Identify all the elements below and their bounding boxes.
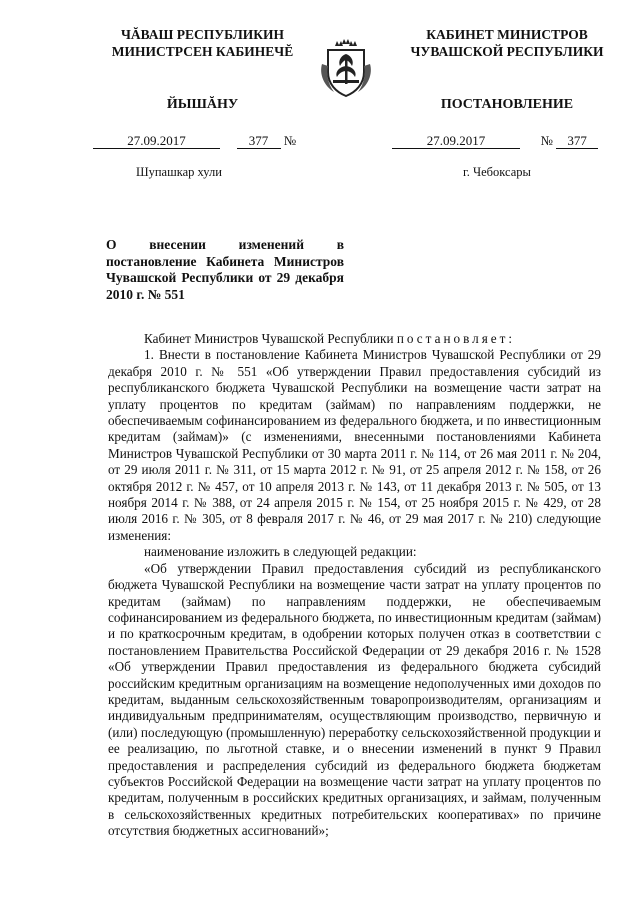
paragraph-3: «Об утверждении Правил предоставления субсидий из республиканского бюджета Чувашской Республики на возмещение части затрат на уплату процентов по кредитам (займам) по направлениям поддержки, не обеспечиваемым софинансированием из федерального бюджета, по инвестиционным кредитам (займам) и по краткосрочным кредитам, в одобрении которых получен отказ в соответствии с постановлением Правительства Российской Федерации от 29 декабря 2016 г. № 1528 «Об утверждении Правил предоставления из федерального бюджета субсидий российским кредитным организациям на возмещение недополученных ими доходов по кредитам, выданным сельскохозяйственным товаропроизводителям, организациям и индивидуальным предпринимателям, осуществляющим производство, первичную и (или) последующую (промышленную) переработку сельскохозяйственной продукции и ее реализацию, по льготной ставке, и о внесении изменений в пункт 9 Правил предоставления и распределения субсидий из федерального бюджета бюджетам субъектов Российской Федерации на возмещение части затрат на уплату процентов по кредитам, полученным в российских кредитных организациях, и займам, полученным в сельскохозяйственных кредитных потребительских кооперативах» по причине отсутствия бюджетных ассигнований»;	[108, 560, 601, 839]
right-date: 27.09.2017	[392, 133, 520, 149]
right-number: 377	[556, 133, 598, 149]
right-document-kind: ПОСТАНОВЛЕНИЕ	[440, 97, 574, 112]
paragraph-2: наименование изложить в следующей редакции:	[144, 544, 417, 560]
right-place: г. Чебоксары	[463, 165, 531, 179]
document-body	[108, 331, 601, 840]
left-number-sign: №	[283, 133, 297, 148]
coat-of-arms-icon	[318, 38, 374, 100]
intro-text: Кабинет Министров Чувашской Республики	[144, 331, 397, 346]
left-authority-header	[95, 26, 310, 60]
left-place: Шупашкар хули	[136, 165, 222, 179]
right-date-number-line	[392, 133, 598, 149]
right-authority-header	[392, 26, 622, 60]
left-date-number-line	[93, 133, 296, 149]
left-number: 377	[237, 133, 281, 149]
left-document-kind: ЙЫШĂНУ	[166, 97, 239, 112]
left-header-line1: ЧĂВАШ РЕСПУБЛИКИН	[120, 27, 285, 42]
intro-paragraph	[108, 331, 601, 347]
document-subject: О внесении изменений в постановление Кабинета Министров Чувашской Республики от 29 декабря 2010 г. № 551	[106, 237, 344, 302]
intro-verb: постановляет:	[396, 331, 516, 346]
paragraph-1: 1. Внести в постановление Кабинета Министров Чувашской Республики от 29 декабря 2010 г. № 551 «Об утверждении Правил предоставления субсидий из республиканского бюджета Чувашской Республики на возмещение части затрат на уплату процентов по кредитам (займам) по направлениям поддержки, не обеспечиваемым софинансированием из федерального бюджета, и по инвестиционным кредитам (займам)» (с изменениями, внесенными постановлениями Кабинета Министров Чувашской Республики от 30 марта 2011 г. № 114, от 26 мая 2011 г. № 204, от 29 июля 2011 г. № 311, от 15 марта 2012 г. № 91, от 25 апреля 2012 г. № 158, от 26 октября 2012 г. № 457, от 10 апреля 2013 г. № 143, от 11 декабря 2013 г. № 505, от 13 ноября 2014 г. № 388, от 24 апреля 2015 г. № 154, от 25 ноября 2015 г. № 429, от 28 июля 2016 г. № 305, от 8 февраля 2017 г. № 46, от 29 мая 2017 г. № 210) следующие изменения:	[108, 347, 601, 543]
right-number-sign: №	[540, 133, 553, 148]
left-header-line2: МИНИСТРСЕН КАБИНЕЧĔ	[111, 44, 294, 59]
right-header-line1: КАБИНЕТ МИНИСТРОВ	[426, 27, 588, 42]
left-date: 27.09.2017	[93, 133, 220, 149]
right-header-line2: ЧУВАШСКОЙ РЕСПУБЛИКИ	[410, 44, 604, 59]
